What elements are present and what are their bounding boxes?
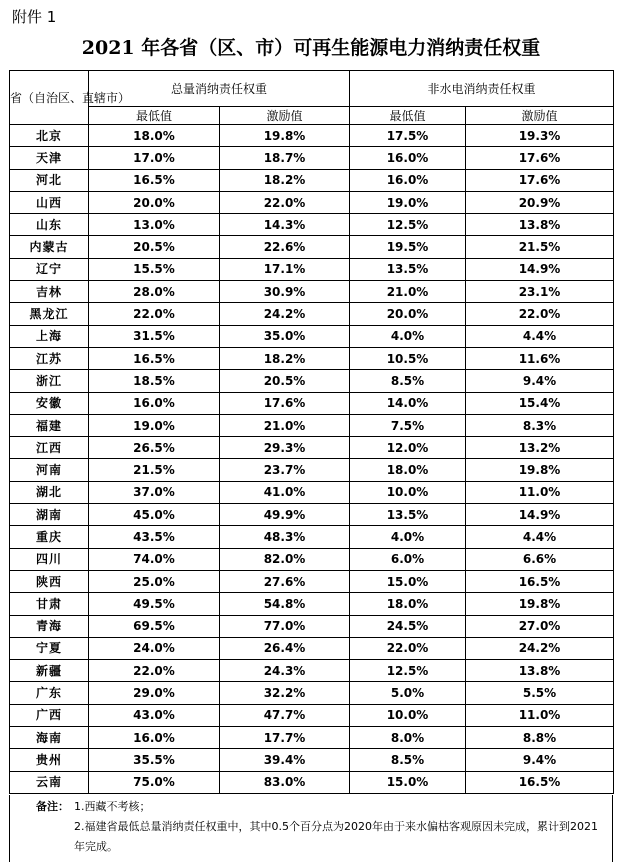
total-incentive-cell: 41.0% xyxy=(220,481,350,503)
total-min-cell: 21.5% xyxy=(89,459,220,481)
nonhydro-min-cell: 16.0% xyxy=(350,169,466,191)
total-min-cell: 26.5% xyxy=(89,437,220,459)
nonhydro-incentive-cell: 17.6% xyxy=(466,147,614,169)
page-title: 2021 年各省（区、市）可再生能源电力消纳责任权重 xyxy=(81,37,541,59)
table-row xyxy=(10,749,614,771)
total-min-cell: 18.5% xyxy=(89,370,220,392)
province-column-header: 省（自治区、直辖市） xyxy=(10,71,89,125)
total-min-cell: 17.0% xyxy=(89,147,220,169)
total-min-cell: 37.0% xyxy=(89,481,220,503)
total-incentive-cell: 27.6% xyxy=(220,570,350,592)
nonhydro-min-cell: 21.0% xyxy=(350,281,466,303)
nonhydro-min-cell: 4.0% xyxy=(350,325,466,347)
total-min-cell: 13.0% xyxy=(89,214,220,236)
total-incentive-cell: 24.2% xyxy=(220,303,350,325)
nonhydro-incentive-cell: 8.3% xyxy=(466,414,614,436)
total-min-cell: 28.0% xyxy=(89,281,220,303)
nonhydro-incentive-cell: 13.8% xyxy=(466,660,614,682)
nonhydro-incentive-cell: 13.8% xyxy=(466,214,614,236)
table-row xyxy=(10,370,614,392)
total-min-cell: 20.5% xyxy=(89,236,220,258)
province-cell: 天津 xyxy=(10,147,89,169)
nonhydro-min-cell: 19.5% xyxy=(350,236,466,258)
total-min-cell: 20.0% xyxy=(89,191,220,213)
nonhydro-incentive-cell: 15.4% xyxy=(466,392,614,414)
total-min-cell: 45.0% xyxy=(89,504,220,526)
nonhydro-incentive-cell: 4.4% xyxy=(466,325,614,347)
table-row xyxy=(10,704,614,726)
nonhydro-incentive-cell: 8.8% xyxy=(466,727,614,749)
table-row xyxy=(10,236,614,258)
total-incentive-cell: 82.0% xyxy=(220,548,350,570)
province-cell: 贵州 xyxy=(10,749,89,771)
attachment-label: 附件 1 xyxy=(12,8,57,26)
province-cell: 海南 xyxy=(10,727,89,749)
nonhydro-min-cell: 6.0% xyxy=(350,548,466,570)
table-row xyxy=(10,682,614,704)
nonhydro-incentive-cell: 19.8% xyxy=(466,593,614,615)
nonhydro-quota-header: 非水电消纳责任权重 xyxy=(350,71,614,107)
table-row xyxy=(10,125,614,147)
table-row xyxy=(10,191,614,213)
nonhydro-incentive-cell: 17.6% xyxy=(466,169,614,191)
total-min-cell: 16.5% xyxy=(89,169,220,191)
province-cell: 辽宁 xyxy=(10,258,89,280)
total-incentive-cell: 23.7% xyxy=(220,459,350,481)
nonhydro-incentive-cell: 14.9% xyxy=(466,504,614,526)
total-min-header: 最低值 xyxy=(89,107,220,125)
table-row xyxy=(10,637,614,659)
table-row xyxy=(10,147,614,169)
total-min-cell: 43.0% xyxy=(89,704,220,726)
total-incentive-cell: 19.8% xyxy=(220,125,350,147)
table-row xyxy=(10,570,614,592)
province-cell: 湖南 xyxy=(10,504,89,526)
total-min-cell: 35.5% xyxy=(89,749,220,771)
province-cell: 上海 xyxy=(10,325,89,347)
total-incentive-cell: 47.7% xyxy=(220,704,350,726)
nonhydro-min-cell: 8.5% xyxy=(350,370,466,392)
nonhydro-min-cell: 12.5% xyxy=(350,214,466,236)
table-row xyxy=(10,459,614,481)
table-row xyxy=(10,281,614,303)
province-cell: 陕西 xyxy=(10,570,89,592)
table-row xyxy=(10,615,614,637)
province-cell: 北京 xyxy=(10,125,89,147)
nonhydro-incentive-cell: 16.5% xyxy=(466,771,614,793)
nonhydro-min-cell: 13.5% xyxy=(350,258,466,280)
nonhydro-min-cell: 20.0% xyxy=(350,303,466,325)
table-row xyxy=(10,548,614,570)
nonhydro-incentive-cell: 24.2% xyxy=(466,637,614,659)
province-cell: 重庆 xyxy=(10,526,89,548)
table-body xyxy=(10,125,614,794)
total-incentive-cell: 17.6% xyxy=(220,392,350,414)
table-row xyxy=(10,169,614,191)
total-min-cell: 29.0% xyxy=(89,682,220,704)
total-min-cell: 25.0% xyxy=(89,570,220,592)
total-incentive-cell: 21.0% xyxy=(220,414,350,436)
province-cell: 安徽 xyxy=(10,392,89,414)
total-incentive-cell: 18.7% xyxy=(220,147,350,169)
total-incentive-cell: 48.3% xyxy=(220,526,350,548)
nonhydro-min-cell: 18.0% xyxy=(350,593,466,615)
total-incentive-cell: 77.0% xyxy=(220,615,350,637)
province-cell: 山东 xyxy=(10,214,89,236)
nonhydro-min-cell: 4.0% xyxy=(350,526,466,548)
province-cell: 青海 xyxy=(10,615,89,637)
total-min-cell: 31.5% xyxy=(89,325,220,347)
notes-box xyxy=(9,795,613,862)
province-cell: 四川 xyxy=(10,548,89,570)
total-min-cell: 22.0% xyxy=(89,303,220,325)
total-min-cell: 74.0% xyxy=(89,548,220,570)
nonhydro-min-cell: 8.0% xyxy=(350,727,466,749)
total-min-cell: 69.5% xyxy=(89,615,220,637)
total-min-cell: 18.0% xyxy=(89,125,220,147)
province-cell: 广东 xyxy=(10,682,89,704)
nonhydro-incentive-cell: 9.4% xyxy=(466,370,614,392)
nonhydro-min-cell: 5.0% xyxy=(350,682,466,704)
nonhydro-min-cell: 12.0% xyxy=(350,437,466,459)
total-min-cell: 16.0% xyxy=(89,392,220,414)
total-incentive-cell: 83.0% xyxy=(220,771,350,793)
table-row xyxy=(10,347,614,369)
province-cell: 内蒙古 xyxy=(10,236,89,258)
total-min-cell: 16.0% xyxy=(89,727,220,749)
nonhydro-incentive-cell: 6.6% xyxy=(466,548,614,570)
total-incentive-cell: 30.9% xyxy=(220,281,350,303)
province-cell: 河南 xyxy=(10,459,89,481)
nonhydro-incentive-cell: 11.0% xyxy=(466,481,614,503)
province-cell: 福建 xyxy=(10,414,89,436)
nonhydro-min-cell: 12.5% xyxy=(350,660,466,682)
table-row xyxy=(10,392,614,414)
quota-table xyxy=(9,70,614,794)
table-row xyxy=(10,504,614,526)
table-row xyxy=(10,414,614,436)
province-cell: 山西 xyxy=(10,191,89,213)
nonhydro-min-cell: 24.5% xyxy=(350,615,466,637)
note-1: 1.西藏不考核； xyxy=(74,800,151,813)
nonhydro-min-cell: 19.0% xyxy=(350,191,466,213)
total-incentive-cell: 54.8% xyxy=(220,593,350,615)
nonhydro-incentive-cell: 14.9% xyxy=(466,258,614,280)
nonhydro-min-cell: 10.5% xyxy=(350,347,466,369)
nonhydro-min-cell: 13.5% xyxy=(350,504,466,526)
table-row xyxy=(10,437,614,459)
table-row xyxy=(10,727,614,749)
nonhydro-incentive-cell: 19.3% xyxy=(466,125,614,147)
note-2: 2.福建省最低总量消纳责任权重中，其中0.5个百分点为2020年由于来水偏枯客观原因未完成，累计到2021年完成。 xyxy=(74,820,598,853)
province-cell: 甘肃 xyxy=(10,593,89,615)
nonhydro-min-cell: 15.0% xyxy=(350,771,466,793)
nonhydro-incentive-cell: 20.9% xyxy=(466,191,614,213)
nonhydro-incentive-cell: 22.0% xyxy=(466,303,614,325)
total-incentive-cell: 26.4% xyxy=(220,637,350,659)
total-incentive-cell: 29.3% xyxy=(220,437,350,459)
total-incentive-cell: 17.1% xyxy=(220,258,350,280)
nonhydro-incentive-cell: 13.2% xyxy=(466,437,614,459)
table-row xyxy=(10,481,614,503)
total-quota-header: 总量消纳责任权重 xyxy=(89,71,350,107)
nonhydro-min-cell: 17.5% xyxy=(350,125,466,147)
table-row xyxy=(10,325,614,347)
province-cell: 吉林 xyxy=(10,281,89,303)
total-min-cell: 49.5% xyxy=(89,593,220,615)
table-row xyxy=(10,214,614,236)
total-incentive-cell: 14.3% xyxy=(220,214,350,236)
nonhydro-min-cell: 15.0% xyxy=(350,570,466,592)
total-incentive-cell: 39.4% xyxy=(220,749,350,771)
nonhydro-incentive-cell: 11.6% xyxy=(466,347,614,369)
total-min-cell: 15.5% xyxy=(89,258,220,280)
province-cell: 广西 xyxy=(10,704,89,726)
province-cell: 湖北 xyxy=(10,481,89,503)
nonhydro-min-cell: 14.0% xyxy=(350,392,466,414)
nonhydro-incentive-cell: 5.5% xyxy=(466,682,614,704)
province-cell: 云南 xyxy=(10,771,89,793)
nonhydro-min-cell: 18.0% xyxy=(350,459,466,481)
province-cell: 宁夏 xyxy=(10,637,89,659)
total-min-cell: 19.0% xyxy=(89,414,220,436)
total-incentive-cell: 17.7% xyxy=(220,727,350,749)
table-row xyxy=(10,303,614,325)
total-incentive-header: 激励值 xyxy=(220,107,350,125)
province-cell: 黑龙江 xyxy=(10,303,89,325)
table-row xyxy=(10,526,614,548)
total-min-cell: 24.0% xyxy=(89,637,220,659)
total-incentive-cell: 22.0% xyxy=(220,191,350,213)
province-cell: 江西 xyxy=(10,437,89,459)
nonhydro-incentive-cell: 19.8% xyxy=(466,459,614,481)
nonhydro-incentive-cell: 27.0% xyxy=(466,615,614,637)
nonhydro-min-cell: 16.0% xyxy=(350,147,466,169)
total-incentive-cell: 24.3% xyxy=(220,660,350,682)
total-incentive-cell: 18.2% xyxy=(220,169,350,191)
table-row xyxy=(10,258,614,280)
nonhydro-incentive-cell: 16.5% xyxy=(466,570,614,592)
nonhydro-min-cell: 22.0% xyxy=(350,637,466,659)
total-incentive-cell: 49.9% xyxy=(220,504,350,526)
province-cell: 河北 xyxy=(10,169,89,191)
nonhydro-min-cell: 7.5% xyxy=(350,414,466,436)
total-incentive-cell: 35.0% xyxy=(220,325,350,347)
total-incentive-cell: 22.6% xyxy=(220,236,350,258)
table-row xyxy=(10,771,614,793)
nonhydro-min-cell: 10.0% xyxy=(350,704,466,726)
total-min-cell: 75.0% xyxy=(89,771,220,793)
nonhydro-incentive-cell: 4.4% xyxy=(466,526,614,548)
province-cell: 浙江 xyxy=(10,370,89,392)
notes-label: 备注： xyxy=(36,800,69,813)
table-row xyxy=(10,593,614,615)
nonhydro-incentive-header: 激励值 xyxy=(466,107,614,125)
total-incentive-cell: 20.5% xyxy=(220,370,350,392)
nonhydro-incentive-cell: 23.1% xyxy=(466,281,614,303)
nonhydro-incentive-cell: 11.0% xyxy=(466,704,614,726)
total-incentive-cell: 18.2% xyxy=(220,347,350,369)
nonhydro-incentive-cell: 9.4% xyxy=(466,749,614,771)
total-incentive-cell: 32.2% xyxy=(220,682,350,704)
nonhydro-incentive-cell: 21.5% xyxy=(466,236,614,258)
total-min-cell: 16.5% xyxy=(89,347,220,369)
nonhydro-min-cell: 10.0% xyxy=(350,481,466,503)
province-cell: 新疆 xyxy=(10,660,89,682)
total-min-cell: 43.5% xyxy=(89,526,220,548)
nonhydro-min-cell: 8.5% xyxy=(350,749,466,771)
table-row xyxy=(10,660,614,682)
nonhydro-min-header: 最低值 xyxy=(350,107,466,125)
province-cell: 江苏 xyxy=(10,347,89,369)
total-min-cell: 22.0% xyxy=(89,660,220,682)
